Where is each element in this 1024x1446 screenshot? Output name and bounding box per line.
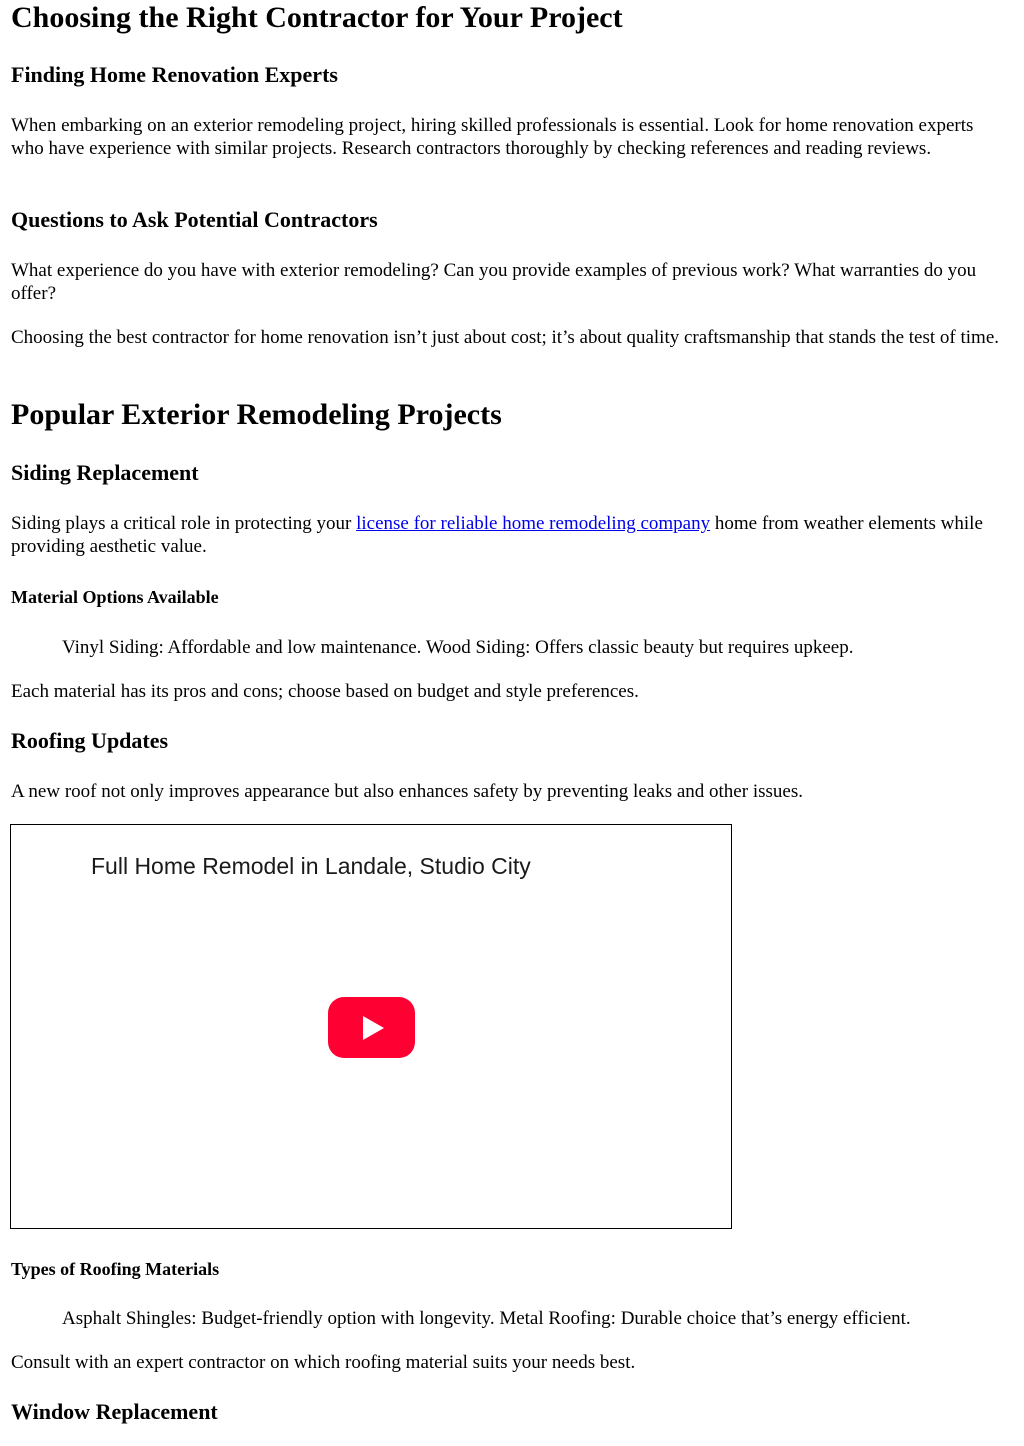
paragraph-choosing-best: Choosing the best contractor for home renovation isn’t just about cost; it’s about quality craftsmanship that stands the test of time. bbox=[11, 327, 999, 348]
roofing-materials-list: Asphalt Shingles: Budget-friendly option with longevity. Metal Roofing: Durable choice that’s energy efficient. bbox=[62, 1308, 911, 1329]
section-heading-siding: Siding Replacement bbox=[11, 460, 199, 485]
section-heading-roofing: Roofing Updates bbox=[11, 728, 169, 753]
paragraph-roofing: A new roof not only improves appearance but also enhances safety by preventing leaks and other issues. bbox=[11, 781, 803, 802]
siding-materials-list: Vinyl Siding: Affordable and low maintenance. Wood Siding: Offers classic beauty but requires upkeep. bbox=[62, 637, 854, 658]
paragraph-questions: What experience do you have with exterior remodeling? Can you provide examples of previous work? What warranties do you offer? bbox=[11, 260, 977, 304]
remodeling-company-link[interactable]: license for reliable home remodeling company bbox=[356, 513, 711, 534]
siding-text-before-link: Siding plays a critical role in protecting your bbox=[11, 513, 357, 534]
siding-text-after-link: home from weather elements while providing aesthetic value. bbox=[11, 513, 983, 557]
youtube-play-icon[interactable] bbox=[328, 997, 415, 1058]
section-title-popular-projects: Popular Exterior Remodeling Projects bbox=[11, 398, 502, 431]
paragraph-roofing-summary: Consult with an expert contractor on which roofing material suits your needs best. bbox=[11, 1352, 636, 1373]
video-embed[interactable] bbox=[10, 824, 732, 1229]
page-title: Choosing the Right Contractor for Your Project bbox=[11, 1, 623, 34]
subheading-material-options: Material Options Available bbox=[11, 587, 219, 607]
paragraph-siding-summary: Each material has its pros and cons; choose based on budget and style preferences. bbox=[11, 681, 639, 702]
section-heading-finding-experts: Finding Home Renovation Experts bbox=[11, 62, 338, 87]
play-triangle-icon bbox=[363, 1016, 384, 1040]
subheading-roofing-materials: Types of Roofing Materials bbox=[11, 1259, 220, 1279]
video-title[interactable]: Full Home Remodel in Landale, Studio City bbox=[91, 853, 531, 879]
paragraph-finding-experts: When embarking on an exterior remodeling project, hiring skilled professionals is essential. Look for home renovation experts who have experience with similar projects. Research contractors thoroughly by checking references and reading reviews. bbox=[11, 115, 974, 159]
section-heading-questions: Questions to Ask Potential Contractors bbox=[11, 207, 378, 232]
paragraph-siding bbox=[11, 512, 1006, 558]
section-heading-windows: Window Replacement bbox=[11, 1399, 218, 1424]
